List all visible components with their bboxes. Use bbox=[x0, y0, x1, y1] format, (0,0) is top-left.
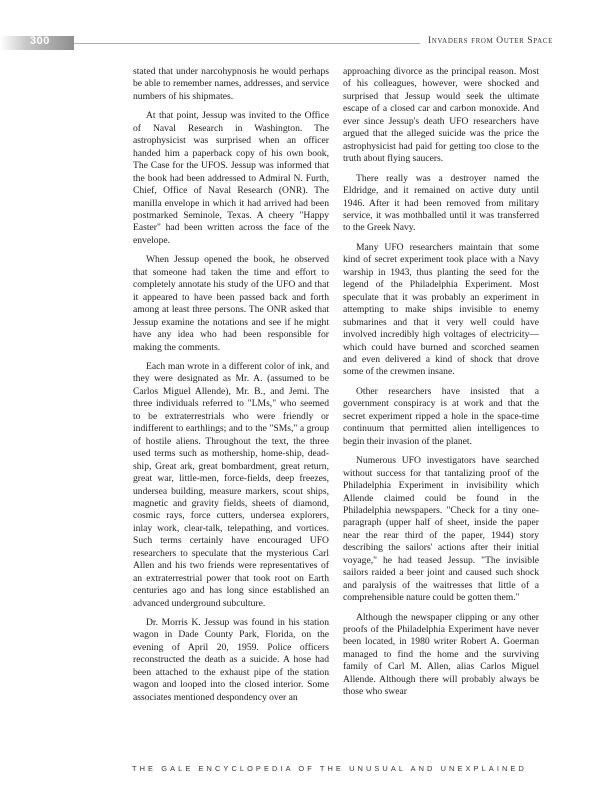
header-rule bbox=[74, 43, 420, 44]
paragraph: Many UFO researchers maintain that some kind of secret experiment took place with a Navy warship in 1943, thus planting the seed for the legend of the Philadelphia Experiment. Most speculate that it was probably an experiment in attempting to make ships invisible to enemy submarines and that it very well could have involved incredibly high voltages of electricity—which could have burned and scorched seamen and even delivered a kind of shock that drove some of the crewmen insane. bbox=[343, 241, 539, 378]
right-column bbox=[343, 66, 539, 706]
paragraph: Dr. Morris K. Jessup was found in his station wagon in Dade County Park, Florida, on the evening of April 20, 1959. Police officers reconstructed the death as a suicide. A hose had been attached to the exhaust pipe of the station wagon and looped into the closed interior. Some associates mentioned despondency over an bbox=[133, 617, 329, 703]
running-head: Invaders from Outer Space bbox=[428, 36, 553, 46]
paragraph: When Jessup opened the book, he observed that someone had taken the time and effort to completely annotate his study of the UFO and that it appeared to have been passed back and forth among at least three persons. The ONR asked that Jessup examine the notations and see if he might have any idea who had been responsible for making the comments. bbox=[133, 254, 329, 353]
left-column bbox=[133, 66, 329, 711]
paragraph: Each man wrote in a different color of ink, and they were designated as Mr. A. (assumed to be Carlos Miguel Allende), Mr. B., and Jemi. The three individuals referred to "LMs," who seemed to be extraterrestrials who were friendly or indifferent to earthlings; and to the "SMs," a group of hostile aliens. Throughout the text, the three used terms such as mothership, home-ship, dead-ship, Great ark, great bombardment, great return, great war, little-men, force-fields, deep freezes, undersea building, measure markers, scout ships, magnetic and gravity fields, sheets of diamond, cosmic rays, force cutters, undersea explorers, inlay work, clear-talk, telepathing, and vortices. Such terms certainly have encouraged UFO researchers to speculate that the mysterious Carl Allen and his two friends were representatives of an extraterrestrial power that took root on Earth centuries ago and has long since established an advanced underground subculture. bbox=[133, 360, 329, 609]
paragraph: Numerous UFO investigators have searched without success for that tantalizing proof of the Philadelphia Experiment in invisibility which Allende claimed could be found in the Philadelphia newspapers. "Check for a tiny one-paragraph (upper half of sheet, inside the paper near the rear third of the paper, 1944) story describing the sailors' actions after their initial voyage," he had teased Jessup. "The invisible sailors raided a beer joint and caused such shock and paralysis of the waitresses that little of a comprehensible nature could be gotten them." bbox=[343, 455, 539, 604]
paragraph: Other researchers have insisted that a government conspiracy is at work and that the secret experiment ripped a hole in the space-time continuum that permitted alien intelligences to begin their invasion of the planet. bbox=[343, 385, 539, 447]
paragraph: Although the newspaper clipping or any other proofs of the Philadelphia Experiment have never been located, in 1980 writer Robert A. Goerman managed to find the home and the surviving family of Carl M. Allen, alias Carlos Miguel Allende. Although there will probably always be those who swear bbox=[343, 611, 539, 698]
paragraph: At that point, Jessup was invited to the Office of Naval Research in Washington. The astrophysicist was surprised when an officer handed him a paperback copy of his own book, The Case for the UFOS. Jessup was informed that the book had been addressed to Admiral N. Furth, Chief, Office of Naval Research (ONR). The manilla envelope in which it had arrived had been postmarked Seminole, Texas. A cheery "Happy Easter" had been written across the face of the envelope. bbox=[133, 110, 329, 246]
paragraph: approaching divorce as the principal reason. Most of his colleagues, however, were shocked and surprised that Jessup would seek the ultimate escape of a closed car and carbon monoxide. And ever since Jessup's death UFO researchers have argued that the alleged suicide was the price the astrophysicist had paid for getting too close to the truth about flying saucers. bbox=[343, 66, 539, 165]
page-number: 300 bbox=[30, 35, 50, 47]
paragraph: There really was a destroyer named the Eldridge, and it remained on active duty until 1946. After it had been removed from military service, it was mothballed until it was transferred to the Greek Navy. bbox=[343, 172, 539, 234]
paragraph: stated that under narcohypnosis he would perhaps be able to remember names, addresses, and service numbers of his shipmates. bbox=[133, 66, 329, 102]
footer-title: THE GALE ENCYCLOPEDIA OF THE UNUSUAL AND UNEXPLAINED bbox=[132, 764, 527, 773]
